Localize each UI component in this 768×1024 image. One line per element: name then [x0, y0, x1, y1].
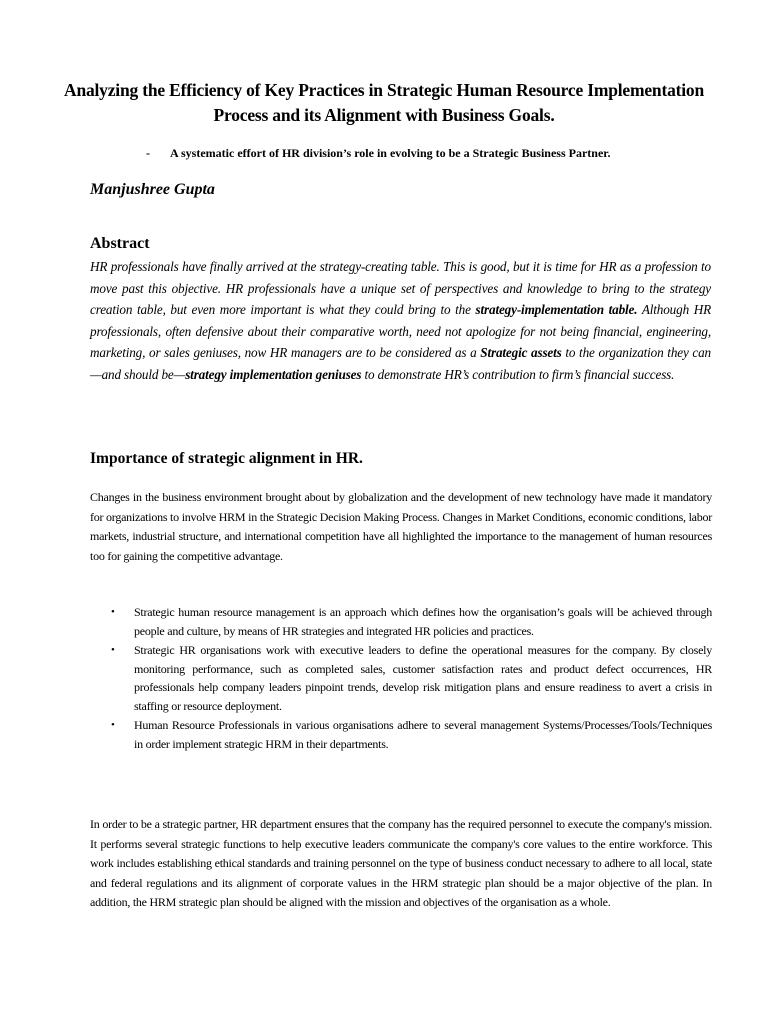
bullet-item — [90, 641, 712, 715]
bullet-item — [90, 716, 712, 753]
bullet-text: Strategic human resource management is an approach which defines how the organisation’s goals will be achieved through people and culture, by means of HR strategies and integrated HR policies and practices. — [134, 605, 712, 638]
bullet-icon: • — [111, 719, 115, 731]
section-heading: Importance of strategic alignment in HR. — [90, 450, 363, 467]
abstract-bold-2: Strategic assets — [480, 345, 562, 360]
document-title: Analyzing the Efficiency of Key Practices in Strategic Human Resource Implementation Process and its Alignment with Business Goals. — [64, 80, 704, 125]
abstract-part-4: to demonstrate HR’s contribution to firm’s financial success. — [361, 366, 675, 382]
bullet-icon: • — [111, 606, 115, 618]
abstract-text — [90, 256, 711, 385]
subtitle-text: A systematic effort of HR division’s role in evolving to be a Strategic Business Partner. — [170, 146, 611, 160]
subtitle-dash: - — [146, 146, 150, 160]
bullet-list — [90, 603, 712, 754]
body-paragraph-2: In order to be a strategic partner, HR department ensures that the company has the required personnel to execute the company's mission. It performs several strategic functions to help executive leaders communicate the company's core values to the entire workforce. This work includes establishing ethical standards and training personnel on the type of business conduct necessary to adhere to all local, state and federal regulations and its alignment of corporate values in the HRM strategic plan should be a major objective of the plan. In addition, the HRM strategic plan should be aligned with the mission and objectives of the organisation as a whole. — [90, 817, 712, 909]
abstract-part-3: to the organization they can—and should be— — [90, 345, 711, 382]
bullet-icon: • — [111, 644, 115, 656]
abstract-part-1: HR professionals have finally arrived at the strategy-creating table. This is good, but it is time for HR as a profession to move past this objective. HR professionals have a unique set of perspectives and knowledge to bring to the strategy creation table, but even more important is what they could bring to the — [90, 259, 711, 317]
bullet-text: Human Resource Professionals in various organisations adhere to several management Systems/Processes/Tools/Techniques in order implement strategic HRM in their departments. — [134, 718, 712, 751]
document-subtitle — [146, 145, 706, 161]
abstract-bold-3: strategy implementation geniuses — [185, 366, 362, 382]
abstract-part-2: Although HR professionals, often defensive about their comparative worth, need not apologize for not being financial, engineering, marketing, or sales geniuses, now HR managers are to be considered as a — [90, 302, 711, 360]
body-paragraph-1: Changes in the business environment brought about by globalization and the development of new technology have made it mandatory for organizations to involve HRM in the Strategic Decision Making Process. Changes in Market Conditions, economic conditions, labor markets, industrial structure, and international competition have all highlighted the importance to the management of human resources too for gaining the competitive advantage. — [90, 490, 712, 563]
abstract-bold-1: strategy-implementation table. — [475, 302, 638, 317]
abstract-heading: Abstract — [90, 235, 150, 252]
bullet-item — [90, 603, 712, 640]
author-name: Manjushree Gupta — [90, 181, 215, 198]
bullet-text: Strategic HR organisations work with executive leaders to define the operational measures for the company. By closely monitoring performance, such as completed sales, customer satisfaction rates and product defect occurrences, HR professionals help company leaders pinpoint trends, develop risk mitigation plans and ensure readiness to avert a crisis in staffing or resource deployment. — [134, 643, 712, 713]
